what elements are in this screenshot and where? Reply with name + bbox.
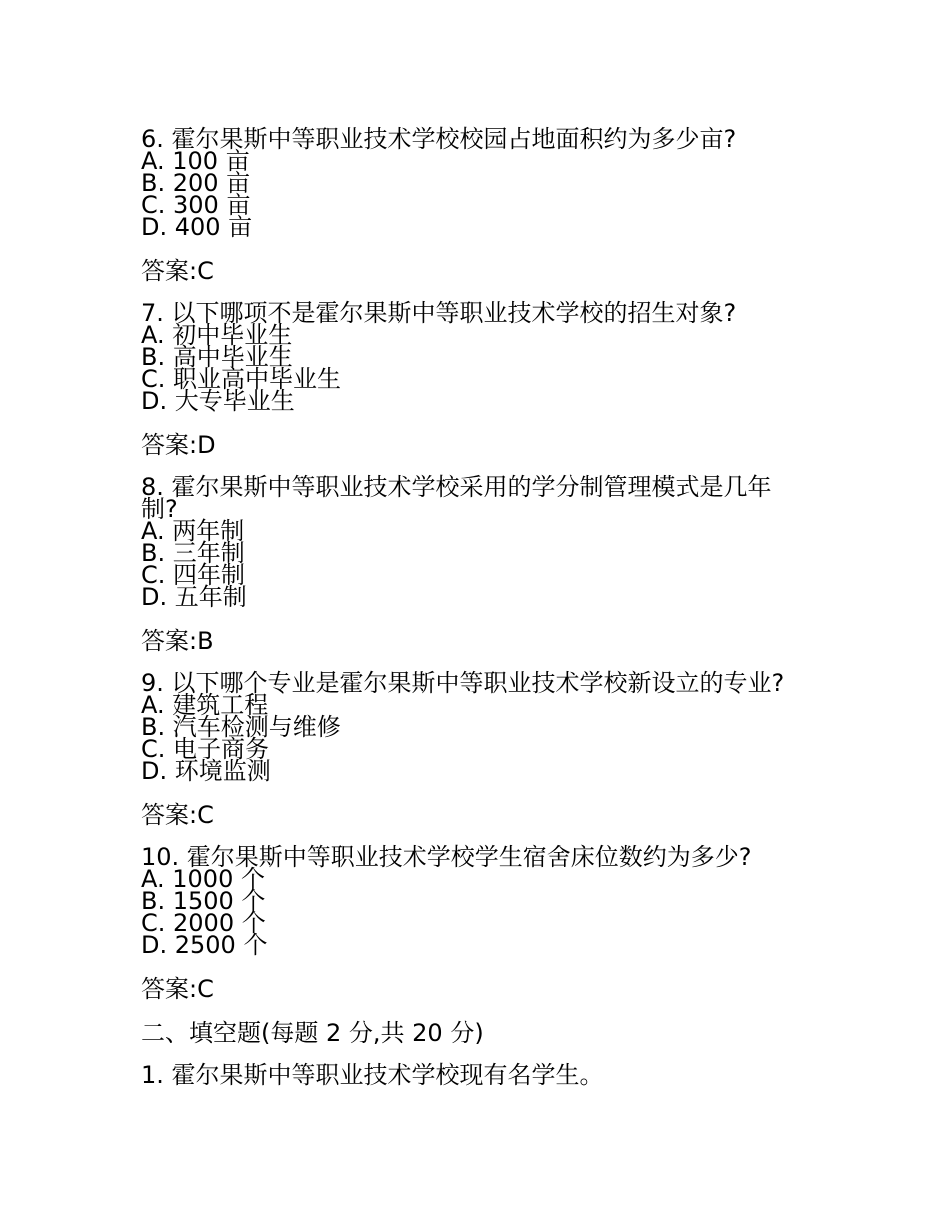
question-title: 7. 以下哪项不是霍尔果斯中等职业技术学校的招生对象?: [141, 299, 737, 327]
document-page: [141, 125, 801, 1089]
question-8: [141, 473, 801, 655]
option-d: D. 2500 个: [141, 931, 268, 959]
answer: 答案:C: [141, 801, 214, 829]
option-a: A. 100 亩: [141, 147, 250, 175]
question-title: 10. 霍尔果斯中等职业技术学校学生宿舍床位数约为多少?: [141, 843, 752, 871]
option-d: D. 五年制: [141, 583, 247, 611]
question-title: 6. 霍尔果斯中等职业技术学校校园占地面积约为多少亩?: [141, 125, 737, 153]
answer: 答案:D: [141, 431, 216, 459]
option-b: B. 200 亩: [141, 169, 251, 197]
option-c: C. 四年制: [141, 561, 246, 589]
option-b: B. 高中毕业生: [141, 343, 293, 371]
option-b: B. 1500 个: [141, 887, 266, 915]
option-c: C. 职业高中毕业生: [141, 365, 342, 393]
option-b: B. 汽车检测与维修: [141, 713, 341, 741]
question-title: 8. 霍尔果斯中等职业技术学校采用的学分制管理模式是几年制?: [141, 473, 772, 523]
question-title: 9. 以下哪个专业是霍尔果斯中等职业技术学校新设立的专业?: [141, 669, 785, 697]
option-c: C. 电子商务: [141, 735, 270, 763]
answer: 答案:B: [141, 627, 214, 655]
option-c: C. 2000 个: [141, 909, 266, 937]
question-9: [141, 669, 801, 829]
option-b: B. 三年制: [141, 539, 245, 567]
answer: 答案:C: [141, 975, 214, 1003]
answer: 答案:C: [141, 257, 214, 285]
question-6: [141, 125, 801, 285]
fill-in-question-1: 1. 霍尔果斯中等职业技术学校现有名学生。: [141, 1061, 604, 1089]
option-a: A. 初中毕业生: [141, 321, 293, 349]
option-d: D. 环境监测: [141, 757, 271, 785]
option-d: D. 400 亩: [141, 213, 253, 241]
option-a: A. 1000 个: [141, 865, 265, 893]
option-a: A. 两年制: [141, 517, 245, 545]
option-d: D. 大专毕业生: [141, 387, 295, 415]
option-c: C. 300 亩: [141, 191, 251, 219]
section-heading: 二、填空题(每题 2 分,共 20 分): [141, 1019, 484, 1047]
question-7: [141, 299, 801, 459]
option-a: A. 建筑工程: [141, 691, 269, 719]
question-10: [141, 843, 801, 1003]
